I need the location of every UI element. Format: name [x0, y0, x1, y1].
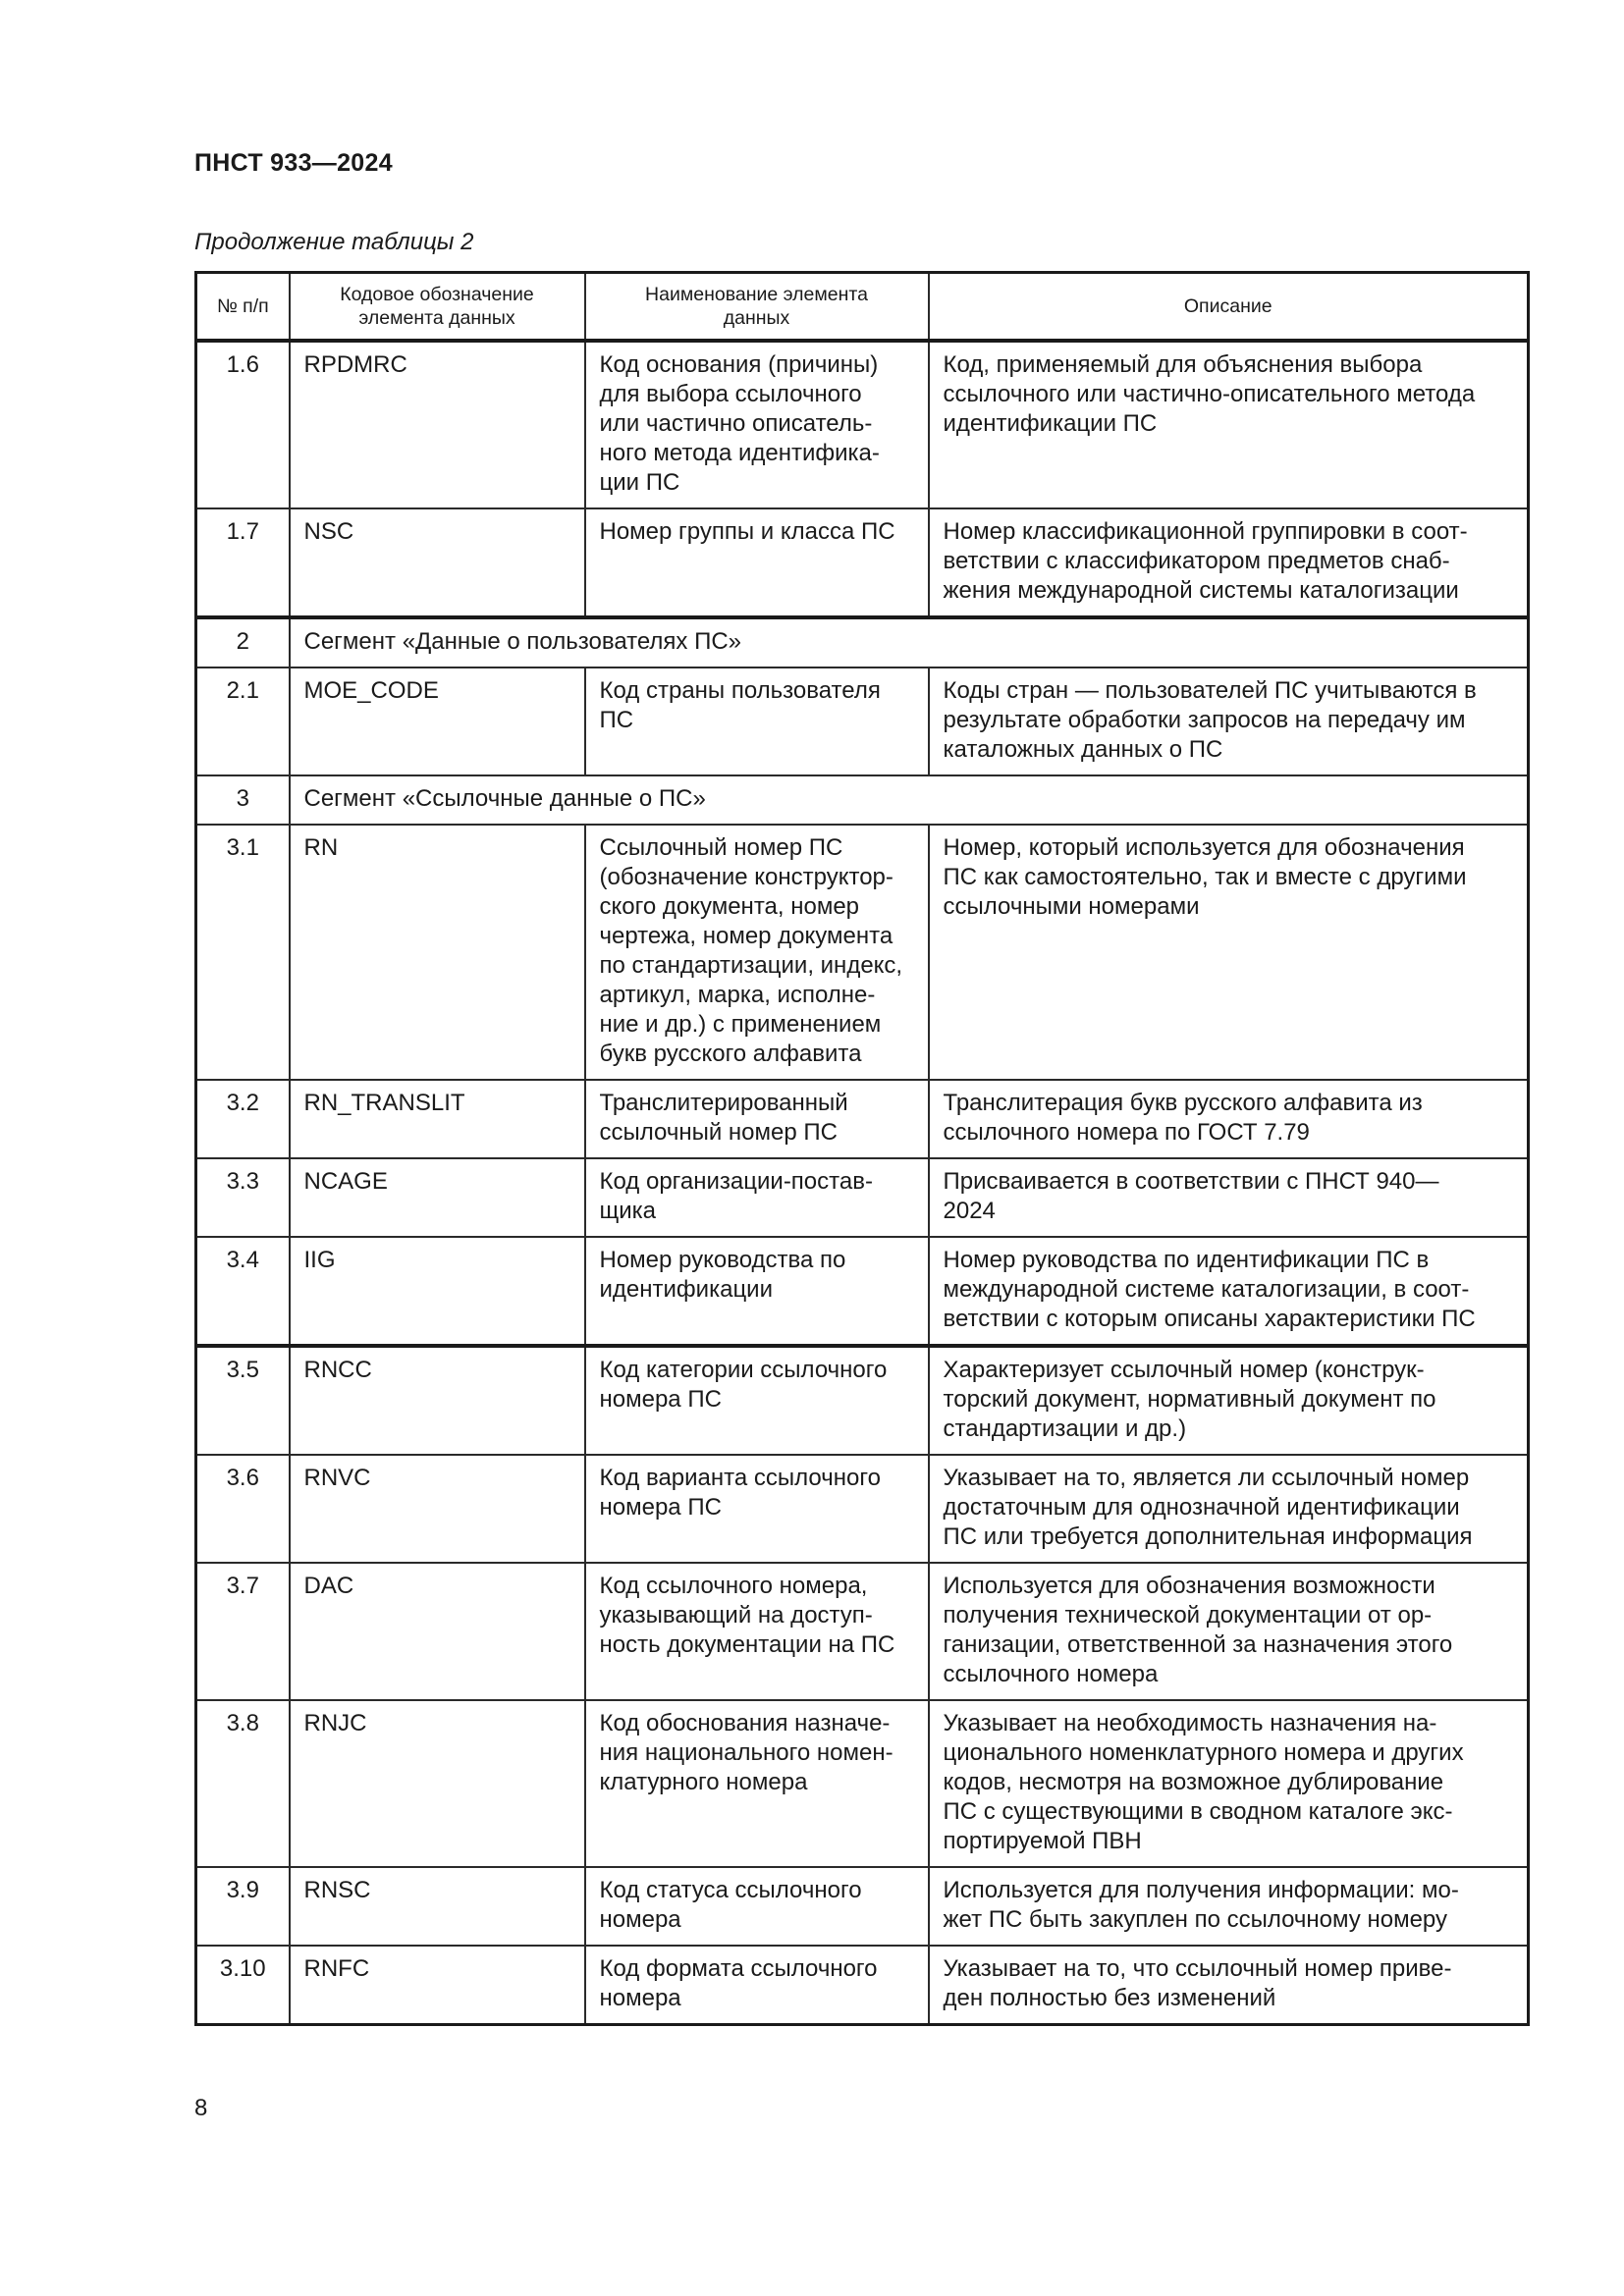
cell-number: 3.6	[196, 1455, 290, 1563]
cell-line: номера	[599, 1985, 681, 2011]
cell-number: 3.10	[196, 1946, 290, 2025]
cell-name	[585, 1237, 929, 1346]
cell-line: результате обработки запросов на передачу им	[943, 707, 1466, 733]
header-line: Кодовое обозначение	[340, 284, 534, 305]
cell-line: ганизации, ответственной за назначения этого	[943, 1631, 1453, 1658]
cell-code: NSC	[290, 508, 585, 617]
cell-name	[585, 1455, 929, 1563]
cell-line: Код ссылочного номера,	[599, 1573, 868, 1599]
cell-segment-title: Сегмент «Ссылочные данные о ПС»	[290, 775, 1529, 825]
cell-line: Используется для получения информации: мо-	[943, 1877, 1459, 1903]
segment-row	[196, 617, 1529, 667]
cell-line: Присваивается в соответствии с ПНСТ 940—	[943, 1168, 1439, 1195]
cell-line: каталожных данных о ПС	[943, 736, 1223, 763]
cell-description	[929, 508, 1529, 617]
cell-description	[929, 1563, 1529, 1700]
cell-line: Номер руководства по идентификации ПС в	[943, 1247, 1430, 1273]
cell-line: ПС как самостоятельно, так и вместе с другими	[943, 864, 1467, 890]
header-line: Наименование элемента	[645, 284, 868, 305]
column-header-description	[929, 273, 1529, 342]
cell-line: кодов, несмотря на возможное дублирование	[943, 1769, 1444, 1795]
cell-line: ссылочного номера по ГОСТ 7.79	[943, 1119, 1310, 1146]
cell-line: получения технической документации от ор-	[943, 1602, 1433, 1629]
column-header-code	[290, 273, 585, 342]
cell-description	[929, 341, 1529, 508]
cell-number: 1.7	[196, 508, 290, 617]
cell-line: Номер группы и класса ПС	[599, 518, 895, 545]
cell-number: 1.6	[196, 341, 290, 508]
cell-line: международной системе каталогизации, в соот-	[943, 1276, 1470, 1303]
cell-code: RNCC	[290, 1346, 585, 1455]
cell-code: RNFC	[290, 1946, 585, 2025]
cell-line: Указывает на то, что ссылочный номер приве-	[943, 1955, 1452, 1982]
cell-number: 3.3	[196, 1158, 290, 1237]
cell-line: ссылочный номер ПС	[599, 1119, 838, 1146]
cell-line: Код формата ссылочного	[599, 1955, 878, 1982]
cell-line: Код, применяемый для объяснения выбора	[943, 351, 1423, 378]
cell-name	[585, 1867, 929, 1946]
table-row	[196, 1946, 1529, 2025]
table-row	[196, 1455, 1529, 1563]
cell-code: RPDMRC	[290, 341, 585, 508]
cell-code: DAC	[290, 1563, 585, 1700]
cell-line: Номер классификационной группировки в соот-	[943, 518, 1468, 545]
cell-line: идентификации ПС	[943, 410, 1158, 437]
cell-code: RNSC	[290, 1867, 585, 1946]
cell-line: Код статуса ссылочного	[599, 1877, 862, 1903]
cell-code: RN_TRANSLIT	[290, 1080, 585, 1158]
cell-line: ПС или требуется дополнительная информация	[943, 1523, 1473, 1550]
cell-line: Указывает на то, является ли ссылочный номер	[943, 1465, 1470, 1491]
cell-line: Указывает на необходимость назначения на-	[943, 1710, 1437, 1736]
cell-number: 3.1	[196, 825, 290, 1080]
cell-line: ден полностью без изменений	[943, 1985, 1276, 2011]
cell-name	[585, 1080, 929, 1158]
cell-line: жет ПС быть закуплен по ссылочному номеру	[943, 1906, 1447, 1933]
cell-line: ции ПС	[599, 469, 680, 496]
cell-code: RNVC	[290, 1455, 585, 1563]
cell-line: Номер, который используется для обозначения	[943, 834, 1465, 861]
cell-line: Характеризует ссылочный номер (конструк-	[943, 1357, 1425, 1383]
table-row	[196, 508, 1529, 617]
cell-description	[929, 1346, 1529, 1455]
table-row	[196, 1158, 1529, 1237]
cell-number: 3.2	[196, 1080, 290, 1158]
cell-line: Код основания (причины)	[599, 351, 879, 378]
table-row	[196, 341, 1529, 508]
cell-segment-title: Сегмент «Данные о пользователях ПС»	[290, 617, 1529, 667]
cell-line: Транслитерированный	[599, 1090, 848, 1116]
cell-description	[929, 667, 1529, 775]
cell-description	[929, 1080, 1529, 1158]
cell-number: 3.5	[196, 1346, 290, 1455]
table-header-row	[196, 273, 1529, 342]
cell-line: указывающий на доступ-	[599, 1602, 873, 1629]
cell-line: ссылочными номерами	[943, 893, 1200, 920]
cell-line: Используется для обозначения возможности	[943, 1573, 1435, 1599]
table-row	[196, 825, 1529, 1080]
cell-description	[929, 1700, 1529, 1867]
cell-line: Транслитерация букв русского алфавита из	[943, 1090, 1423, 1116]
cell-name	[585, 1563, 929, 1700]
table-row	[196, 1346, 1529, 1455]
header-line: Описание	[1183, 295, 1272, 317]
table-row	[196, 1080, 1529, 1158]
cell-line: ветствии с которым описаны характеристики ПС	[943, 1306, 1476, 1332]
cell-line: идентификации	[599, 1276, 773, 1303]
cell-line: ПС	[599, 707, 634, 733]
cell-line: щика	[599, 1198, 657, 1224]
cell-name	[585, 508, 929, 617]
cell-description	[929, 1867, 1529, 1946]
cell-name	[585, 341, 929, 508]
cell-line: Код категории ссылочного	[599, 1357, 888, 1383]
cell-line: портируемой ПВН	[943, 1828, 1142, 1854]
cell-line: Ссылочный номер ПС	[599, 834, 843, 861]
table-row	[196, 1867, 1529, 1946]
cell-line: Код обоснования назначе-	[599, 1710, 891, 1736]
cell-number: 3.4	[196, 1237, 290, 1346]
cell-line: торский документ, нормативный документ по	[943, 1386, 1436, 1413]
page-number: 8	[194, 2095, 208, 2121]
cell-code: RN	[290, 825, 585, 1080]
segment-row	[196, 775, 1529, 825]
cell-line: ссылочного или частично-описательного метода	[943, 381, 1476, 407]
cell-line: ционального номенклатурного номера и других	[943, 1739, 1464, 1766]
cell-code: MOE_CODE	[290, 667, 585, 775]
header-line: элемента данных	[358, 307, 515, 329]
header-line: данных	[723, 307, 790, 329]
cell-number: 2	[196, 617, 290, 667]
cell-number: 3.8	[196, 1700, 290, 1867]
column-header-number	[196, 273, 290, 342]
cell-name	[585, 1346, 929, 1455]
header-line: № п/п	[216, 295, 269, 317]
table-caption: Продолжение таблицы 2	[194, 229, 474, 255]
cell-name	[585, 1700, 929, 1867]
cell-line: ния национального номен-	[599, 1739, 893, 1766]
cell-number: 3	[196, 775, 290, 825]
cell-description	[929, 825, 1529, 1080]
table-row	[196, 1563, 1529, 1700]
cell-description	[929, 1455, 1529, 1563]
cell-name	[585, 825, 929, 1080]
cell-line: по стандартизации, индекс,	[599, 952, 903, 979]
cell-number: 3.9	[196, 1867, 290, 1946]
cell-line: Код организации-постав-	[599, 1168, 873, 1195]
cell-line: (обозначение конструктор-	[599, 864, 893, 890]
cell-line: ность документации на ПС	[599, 1631, 895, 1658]
cell-line: ветствии с классификатором предметов снаб-	[943, 548, 1450, 574]
cell-line: Код варианта ссылочного	[599, 1465, 881, 1491]
cell-description	[929, 1158, 1529, 1237]
cell-number: 2.1	[196, 667, 290, 775]
table-row	[196, 1700, 1529, 1867]
cell-line: для выбора ссылочного	[599, 381, 862, 407]
cell-line: Коды стран — пользователей ПС учитываются в	[943, 677, 1477, 704]
cell-line: ПС с существующими в сводном каталоге экс-	[943, 1798, 1453, 1825]
cell-line: или частично описатель-	[599, 410, 873, 437]
cell-code: IIG	[290, 1237, 585, 1346]
cell-line: Код страны пользователя	[599, 677, 881, 704]
cell-line: Номер руководства по	[599, 1247, 846, 1273]
cell-line: ного метода идентифика-	[599, 440, 880, 466]
cell-description	[929, 1946, 1529, 2025]
cell-line: номера ПС	[599, 1494, 722, 1521]
table-row	[196, 1237, 1529, 1346]
cell-code: RNJC	[290, 1700, 585, 1867]
cell-name	[585, 1158, 929, 1237]
cell-line: артикул, марка, исполне-	[599, 982, 876, 1008]
cell-line: ние и др.) с применением	[599, 1011, 882, 1038]
cell-line: номера	[599, 1906, 681, 1933]
cell-description	[929, 1237, 1529, 1346]
cell-line: чертежа, номер документа	[599, 923, 893, 949]
cell-number: 3.7	[196, 1563, 290, 1700]
cell-line: достаточным для однозначной идентификации	[943, 1494, 1460, 1521]
data-elements-table	[194, 271, 1530, 2026]
cell-name	[585, 1946, 929, 2025]
cell-name	[585, 667, 929, 775]
column-header-name	[585, 273, 929, 342]
cell-line: стандартизации и др.)	[943, 1415, 1187, 1442]
cell-line: ского документа, номер	[599, 893, 860, 920]
cell-line: клатурного номера	[599, 1769, 808, 1795]
cell-line: номера ПС	[599, 1386, 722, 1413]
cell-line: букв русского алфавита	[599, 1041, 862, 1067]
cell-line: жения международной системы каталогизации	[943, 577, 1459, 604]
document-code: ПНСТ 933—2024	[194, 149, 393, 177]
cell-code: NCAGE	[290, 1158, 585, 1237]
cell-line: 2024	[943, 1198, 996, 1224]
cell-line: ссылочного номера	[943, 1661, 1159, 1687]
table-row	[196, 667, 1529, 775]
